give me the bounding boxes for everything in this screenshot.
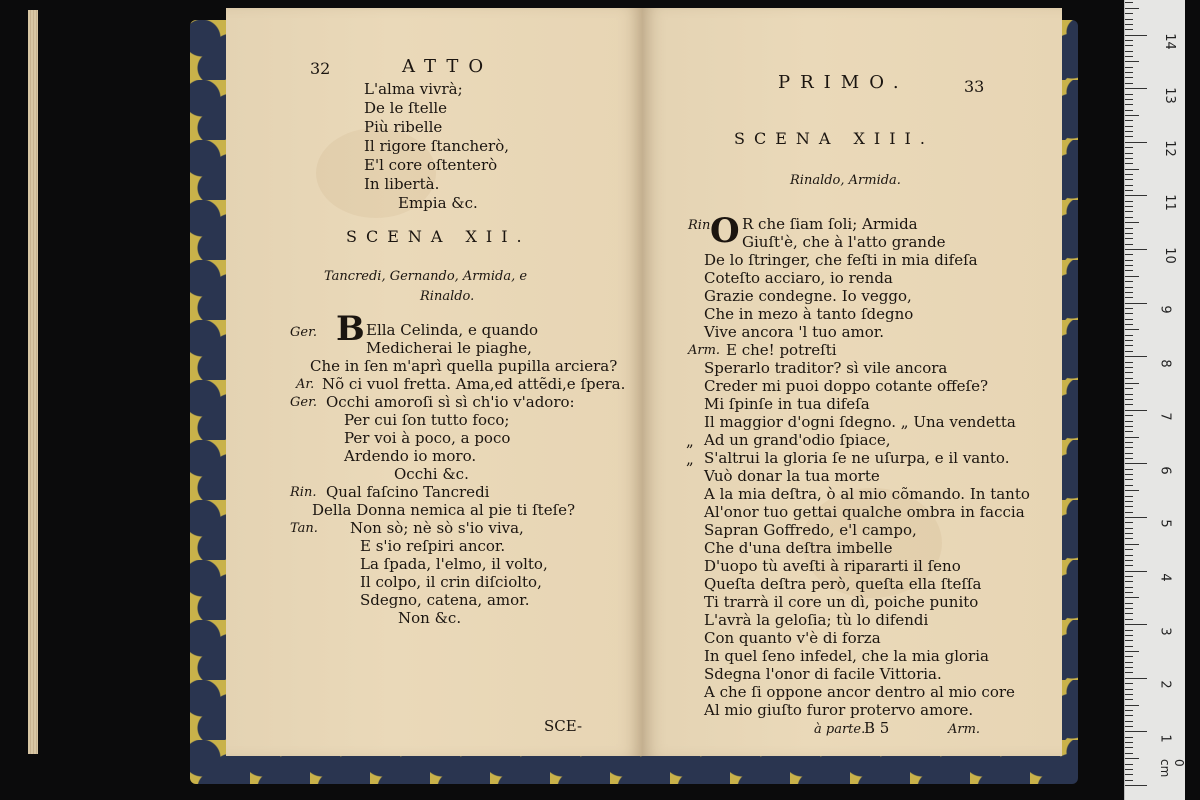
ruler-tick — [1125, 764, 1133, 765]
ruler-tick — [1125, 185, 1133, 186]
dialogue-line: Vive ancora 'l tuo amor. — [704, 323, 885, 341]
ruler-number: 11 — [1161, 194, 1177, 211]
ruler-number: 4 — [1157, 573, 1173, 582]
ruler-tick — [1125, 228, 1133, 229]
ruler-tick — [1125, 340, 1133, 341]
ruler-number: 8 — [1157, 359, 1173, 368]
ruler-tick — [1125, 217, 1133, 218]
dialogue-line: Con quanto v'è di forza — [704, 629, 881, 647]
speaker: Tan. — [290, 521, 318, 536]
drop-capital: O — [710, 211, 740, 251]
ruler-tick — [1125, 447, 1133, 448]
ruler-tick — [1125, 372, 1133, 373]
dialogue-line: Sdegna l'onor di facile Vittoria. — [704, 665, 942, 683]
ruler-tick — [1125, 689, 1133, 690]
ruler-tick — [1125, 549, 1133, 550]
dialogue-line: Vuò donar la tua morte — [704, 467, 880, 485]
dialogue-line: Occhi amoroſi sì sì ch'io v'adoro: — [326, 393, 575, 411]
ruler-tick — [1125, 737, 1133, 738]
ruler-tick — [1125, 136, 1133, 137]
ruler-tick — [1125, 581, 1133, 582]
stage-direction: à parte. — [814, 722, 866, 737]
dialogue-line: De lo ſtringer, che feſti in mia difeſa — [704, 251, 978, 269]
ruler-tick — [1125, 479, 1133, 480]
dialogue-line: Il maggior d'ogni ſdegno. „ Una vendetta — [704, 413, 1016, 431]
ruler-tick — [1125, 742, 1133, 743]
ruler-tick — [1125, 608, 1133, 609]
quotation-mark: „ — [686, 432, 694, 450]
ruler-tick — [1125, 67, 1133, 68]
ruler-tick — [1125, 281, 1133, 282]
ruler-tick — [1125, 694, 1133, 695]
ruler-tick — [1125, 206, 1133, 207]
ruler-tick — [1125, 721, 1133, 722]
ruler-tick — [1125, 656, 1133, 657]
ruler-tick — [1125, 731, 1147, 732]
ruler-tick — [1125, 421, 1133, 422]
ruler-tick — [1125, 158, 1133, 159]
dialogue-line: Ad un grand'odio ſpiace, — [704, 431, 891, 449]
dialogue-line: R che ſiam ſoli; Armida — [742, 215, 918, 233]
ruler-tick — [1125, 324, 1133, 325]
ruler-tick — [1125, 640, 1133, 641]
ruler-number: 12 — [1161, 140, 1177, 157]
dialogue-line: Della Donna nemica al pie ti ſteſe? — [312, 501, 576, 519]
speaker: Arm. — [688, 343, 721, 358]
dialogue-line: In quel ſeno infedel, che la mia gloria — [704, 647, 989, 665]
dialogue-line: Coteſto acciaro, io renda — [704, 269, 893, 287]
ruler-tick — [1125, 517, 1147, 518]
dialogue-line: S'altrui la gloria ſe ne uſurpa, e il vanto. — [704, 449, 1010, 467]
ruler-tick — [1125, 678, 1147, 679]
ruler-tick — [1125, 308, 1133, 309]
ruler-tick — [1125, 469, 1133, 470]
ruler-tick — [1125, 394, 1133, 395]
ruler-tick — [1125, 383, 1139, 384]
verse-line: De le ſtelle — [364, 99, 448, 117]
ruler-number: 3 — [1157, 627, 1173, 636]
page-edges-left — [28, 10, 38, 754]
verse-line: E'l core oſtenterò — [364, 156, 498, 174]
ruler-tick — [1125, 329, 1139, 330]
dialogue-line: E che! potreſti — [726, 341, 837, 359]
catchword: SCE- — [544, 717, 583, 735]
ruler-tick — [1125, 40, 1133, 41]
ruler-tick — [1125, 463, 1147, 464]
ruler-tick — [1125, 356, 1147, 357]
ruler-tick — [1125, 672, 1133, 673]
dialogue-line: Ella Celinda, e quando — [366, 321, 539, 339]
ruler-number: 10 — [1161, 247, 1177, 264]
ruler-tick — [1125, 174, 1133, 175]
dialogue-line: Creder mi puoi doppo cotante offeſe? — [704, 377, 988, 395]
ruler-tick — [1125, 560, 1133, 561]
ruler-number: 2 — [1157, 680, 1173, 689]
ruler-tick — [1125, 270, 1133, 271]
dialogue-line: A la mia deſtra, ò al mio cõmando. In tanto — [704, 485, 1030, 503]
ruler-tick — [1125, 104, 1133, 105]
ruler-tick — [1125, 56, 1133, 57]
refrain: Empia &c. — [398, 194, 478, 212]
ruler-tick — [1125, 195, 1147, 196]
ruler-tick — [1125, 388, 1133, 389]
ruler-tick — [1125, 533, 1133, 534]
ruler-tick — [1125, 190, 1133, 191]
ruler-tick — [1125, 747, 1133, 748]
ruler-tick — [1125, 592, 1133, 593]
ruler-tick — [1125, 624, 1147, 625]
ruler-tick — [1125, 142, 1147, 143]
ruler-tick — [1125, 297, 1133, 298]
ruler-tick — [1125, 453, 1133, 454]
ruler-tick — [1125, 538, 1133, 539]
ruler-number: 6 — [1157, 466, 1173, 475]
ruler-tick — [1125, 619, 1133, 620]
ruler-tick — [1125, 147, 1133, 148]
ruler-tick — [1125, 276, 1139, 277]
ruler-tick — [1125, 710, 1133, 711]
ruler-tick — [1125, 485, 1133, 486]
dialogue-line: Grazie condegne. Io veggo, — [704, 287, 912, 305]
dialogue-line: E s'io reſpiri ancor. — [360, 537, 506, 555]
ruler-tick — [1125, 2, 1133, 3]
scene-heading: SCENA XIII. — [734, 129, 934, 148]
ruler-tick — [1125, 758, 1139, 759]
ruler-unit: 0 cm — [1158, 759, 1186, 778]
ruler-tick — [1125, 705, 1139, 706]
ruler-tick — [1125, 571, 1147, 572]
ruler-tick — [1125, 169, 1139, 170]
ruler-tick — [1125, 19, 1133, 20]
ruler-tick — [1125, 651, 1139, 652]
dialogue-line: Per voi à poco, a poco — [344, 429, 511, 447]
ruler-tick — [1125, 233, 1133, 234]
signature-mark: B 5 — [864, 719, 890, 737]
dialogue-line: Che in mezo à tanto ſdegno — [704, 305, 914, 323]
dialogue-line: Al mio giuſto furor protervo amore. — [704, 701, 974, 719]
ruler-number: 7 — [1157, 412, 1173, 421]
dialogue-line: Ardendo io moro. — [344, 447, 477, 465]
ruler-tick — [1125, 45, 1133, 46]
ruler-tick — [1125, 399, 1133, 400]
ruler-tick — [1125, 506, 1133, 507]
ruler-tick — [1125, 211, 1133, 212]
ruler-tick — [1125, 378, 1133, 379]
ruler-tick — [1125, 24, 1133, 25]
ruler-tick — [1125, 512, 1133, 513]
ruler-tick — [1125, 565, 1133, 566]
ruler-tick — [1125, 785, 1147, 786]
speaker: Rin. — [290, 485, 317, 500]
ruler-tick — [1125, 613, 1133, 614]
dialogue-line: Che d'una deſtra imbelle — [704, 539, 893, 557]
drop-capital: B — [336, 309, 365, 349]
running-head: ATTO — [402, 56, 494, 77]
ruler-tick — [1125, 35, 1147, 36]
dialogue-line: Qual faſcino Tancredi — [326, 483, 490, 501]
verse-line: Il rigore ſtancherò, — [364, 137, 509, 155]
left-page — [226, 8, 643, 756]
page-number: 32 — [310, 59, 331, 78]
ruler-tick — [1125, 501, 1133, 502]
ruler-tick — [1125, 88, 1147, 89]
ruler-tick — [1125, 646, 1133, 647]
measuring-ruler — [1124, 0, 1185, 800]
right-page — [642, 8, 1062, 756]
ruler-tick — [1125, 442, 1133, 443]
ruler-tick — [1125, 254, 1133, 255]
dialogue-line: Per cui ſon tutto foco; — [344, 411, 510, 429]
dialogue-line: Al'onor tuo gettai qualche ombra in faccia — [704, 503, 1025, 521]
quotation-mark: „ — [686, 450, 694, 468]
ruler-tick — [1125, 474, 1133, 475]
refrain: Occhi &c. — [394, 465, 469, 483]
ruler-tick — [1125, 769, 1133, 770]
ruler-tick — [1125, 77, 1133, 78]
speaker: Ger. — [290, 325, 317, 340]
ruler-tick — [1125, 699, 1133, 700]
dialogue-line: Il colpo, il crin diſciolto, — [360, 573, 542, 591]
ruler-tick — [1125, 13, 1133, 14]
ruler-tick — [1125, 528, 1133, 529]
ruler-tick — [1125, 244, 1133, 245]
refrain: Non &c. — [398, 609, 462, 627]
ruler-tick — [1125, 115, 1139, 116]
ruler-tick — [1125, 153, 1133, 154]
ruler-tick — [1125, 404, 1133, 405]
ruler-tick — [1125, 94, 1133, 95]
ruler-tick — [1125, 249, 1147, 250]
ruler-tick — [1125, 313, 1133, 314]
characters-list: Rinaldo, Armida. — [790, 173, 901, 188]
ruler-tick — [1125, 715, 1133, 716]
ruler-tick — [1125, 72, 1133, 73]
ruler-tick — [1125, 426, 1133, 427]
ruler-tick — [1125, 630, 1133, 631]
verse-line: L'alma vivrà; — [364, 80, 463, 98]
ruler-tick — [1125, 667, 1133, 668]
ruler-tick — [1125, 555, 1133, 556]
ruler-number: 13 — [1161, 87, 1177, 104]
ruler-tick — [1125, 576, 1133, 577]
ruler-tick — [1125, 287, 1133, 288]
ruler-tick — [1125, 367, 1133, 368]
dialogue-line: D'uopo tù aveſti à ripararti il ſeno — [704, 557, 961, 575]
ruler-tick — [1125, 683, 1133, 684]
dialogue-line: La ſpada, l'elmo, il volto, — [360, 555, 548, 573]
ruler-tick — [1125, 635, 1133, 636]
dialogue-line: Queſta deſtra però, queſta ella ſteſſa — [704, 575, 982, 593]
catchword: Arm. — [948, 722, 981, 737]
ruler-tick — [1125, 61, 1139, 62]
dialogue-line: Non sò; nè sò s'io viva, — [350, 519, 524, 537]
ruler-number: 14 — [1161, 33, 1177, 50]
ruler-tick — [1125, 458, 1133, 459]
dialogue-line: Ti trarrà il core un dì, poiche punito — [704, 593, 979, 611]
ruler-tick — [1125, 345, 1133, 346]
speaker: Rin. — [688, 218, 715, 233]
dialogue-line: Che in ſen m'aprì quella pupilla arciera? — [310, 357, 618, 375]
dialogue-line: Sperarlo traditor? sì vile ancora — [704, 359, 948, 377]
ruler-tick — [1125, 163, 1133, 164]
ruler-tick — [1125, 522, 1133, 523]
ruler-tick — [1125, 51, 1133, 52]
ruler-tick — [1125, 265, 1133, 266]
ruler-tick — [1125, 603, 1133, 604]
ruler-tick — [1125, 544, 1139, 545]
ruler-tick — [1125, 587, 1133, 588]
ruler-number: 9 — [1157, 305, 1173, 314]
ruler-tick — [1125, 292, 1133, 293]
speaker: Ger. — [290, 395, 317, 410]
ruler-tick — [1125, 83, 1133, 84]
scene-heading: SCENA XII. — [346, 227, 531, 246]
ruler-tick — [1125, 238, 1133, 239]
ruler-tick — [1125, 753, 1133, 754]
ruler-tick — [1125, 597, 1139, 598]
ruler-number: 5 — [1157, 519, 1173, 528]
ruler-tick — [1125, 490, 1139, 491]
ruler-tick — [1125, 431, 1133, 432]
characters-list: Tancredi, Gernando, Armida, e — [324, 269, 528, 284]
ruler-tick — [1125, 201, 1133, 202]
ruler-tick — [1125, 110, 1133, 111]
ruler-tick — [1125, 131, 1133, 132]
verse-line: Più ribelle — [364, 118, 443, 136]
page-number: 33 — [964, 77, 985, 96]
ruler-tick — [1125, 120, 1133, 121]
ruler-tick — [1125, 8, 1139, 9]
ruler-number: 1 — [1157, 734, 1173, 743]
characters-list: Rinaldo. — [420, 289, 475, 304]
dialogue-line: Nõ ci vuol fretta. Ama,ed attẽdi,e ſpera. — [322, 375, 626, 393]
dialogue-line: Sdegno, catena, amor. — [360, 591, 530, 609]
ruler-tick — [1125, 126, 1133, 127]
ruler-tick — [1125, 335, 1133, 336]
ruler-tick — [1125, 303, 1147, 304]
verse-line: In libertà. — [364, 175, 440, 193]
ruler-tick — [1125, 99, 1133, 100]
ruler-tick — [1125, 496, 1133, 497]
ruler-tick — [1125, 410, 1147, 411]
dialogue-line: Medicherai le piaghe, — [366, 339, 532, 357]
dialogue-line: A che ſi oppone ancor dentro al mio core — [704, 683, 1015, 701]
dialogue-line: L'avrà la geloſia; tù lo difendi — [704, 611, 929, 629]
ruler-tick — [1125, 437, 1139, 438]
dialogue-line: Sapran Goffredo, e'l campo, — [704, 521, 917, 539]
ruler-tick — [1125, 415, 1133, 416]
ruler-tick — [1125, 662, 1133, 663]
ruler-tick — [1125, 319, 1133, 320]
ruler-tick — [1125, 260, 1133, 261]
ruler-tick — [1125, 780, 1133, 781]
ruler-tick — [1125, 222, 1139, 223]
ruler-tick — [1125, 774, 1133, 775]
running-head: PRIMO. — [778, 72, 909, 93]
dialogue-line: Mi ſpinſe in tua difeſa — [704, 395, 870, 413]
ruler-tick — [1125, 179, 1133, 180]
ruler-tick — [1125, 362, 1133, 363]
ruler-tick — [1125, 726, 1133, 727]
dialogue-line: Giuſt'è, che à l'atto grande — [742, 233, 946, 251]
ruler-tick — [1125, 29, 1133, 30]
ruler-tick — [1125, 351, 1133, 352]
speaker: Ar. — [296, 377, 315, 392]
